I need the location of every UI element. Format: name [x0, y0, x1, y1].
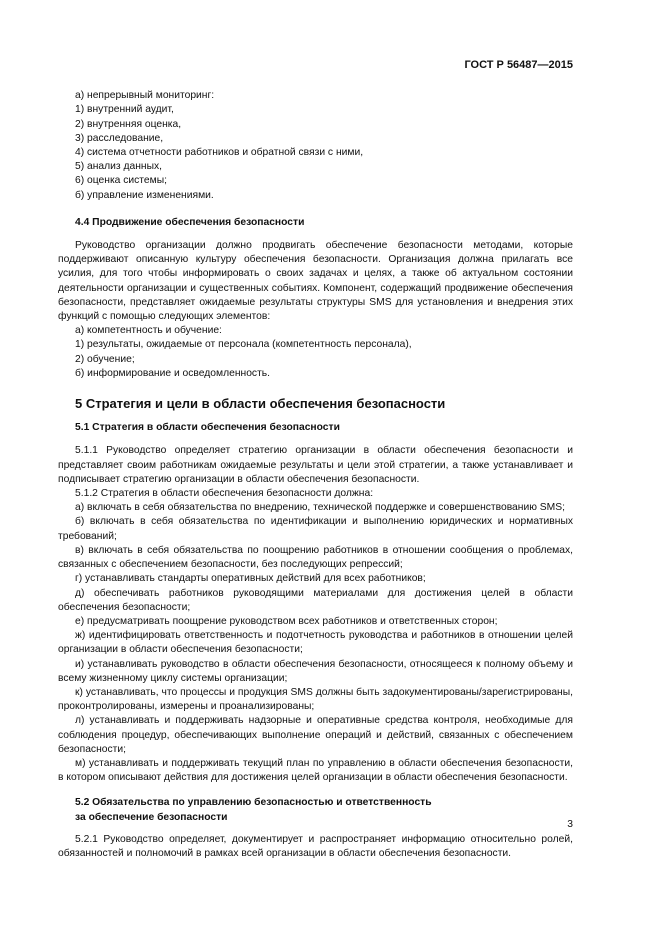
- list-item: б) включать в себя обязательства по идентификации и выполнению юридических и нормативных требований;: [58, 516, 573, 542]
- list-item: в) включать в себя обязательства по поощрению работников в отношении сообщения о проблемах, связанных с обеспечением безопасности, без последующих репрессий;: [58, 544, 573, 571]
- list-item: ж) идентифицировать ответственность и подотчетность руководства и работников в отношении целей организации в области обеспечения безопасности;: [58, 630, 573, 656]
- section-5-heading: 5 Стратегия и цели в области обеспечения безопасности: [75, 396, 446, 412]
- list-item: и) устанавливать руководство в области обеспечения безопасности, относящееся к полному объему и всему жизненному циклу системы организации;: [58, 658, 573, 684]
- list-item: 6) оценка системы;: [75, 175, 167, 187]
- section-5-2-heading: [58, 796, 573, 824]
- list-item: м) устанавливать и поддерживать текущий план по управлению в области обеспечения безопасности, в котором описывают действия для достижения целей организации в области обеспечения безопасности.: [58, 757, 573, 784]
- monitoring-list: [58, 89, 573, 203]
- list-item: а) компетентность и обучение:: [75, 325, 222, 337]
- list-item: б) информирование и осведомленность.: [75, 367, 271, 379]
- list-item: 2) обучение;: [75, 353, 135, 365]
- list-item: д) обеспечивать работников руководящими материалами для достижения целей в области обеспечения безопасности;: [58, 587, 573, 613]
- section-4-4-heading: 4.4 Продвижение обеспечения безопасности: [75, 216, 305, 228]
- list-item: г) устанавливать стандарты оперативных действий для всех работников;: [75, 573, 426, 585]
- list-item: а) включать в себя обязательства по внедрению, технической поддержке и совершенствованию SMS;: [75, 502, 565, 514]
- clause-5-1-1: 5.1.1 Руководство определяет стратегию организации в области обеспечения безопасности и представляет своим работникам ожидаемые результаты и цели этой стратегии, а также устанавливает и подписывает стратегию организации в области обеспечения безопасности.: [58, 445, 573, 485]
- list-item: 4) система отчетности работников и обратной связи с ними,: [75, 147, 364, 159]
- section-5-2-heading-line2: за обеспечение безопасности: [75, 811, 228, 823]
- list-item: 2) внутренняя оценка,: [75, 118, 182, 130]
- list-item: к) устанавливать, что процессы и продукция SMS должны быть задокументированы/зарегистрированы, проконтролированы, измерены и проанализированы;: [58, 686, 573, 713]
- clause-5-1-2: 5.1.2 Стратегия в области обеспечения безопасности должна:: [75, 488, 374, 500]
- list-item: е) предусматривать поощрение руководством всех работников и ответственных сторон;: [75, 615, 498, 627]
- list-item: 5) анализ данных,: [75, 161, 163, 173]
- list-item: а) непрерывный мониторинг:: [75, 90, 215, 102]
- list-item: 1) внутренний аудит,: [75, 104, 174, 116]
- list-item: л) устанавливать и поддерживать надзорные и оперативные средства контроля, необходимые для соблюдения процедур, обеспечивающих выполнение операций и действий, связанных с обеспечением безопасности;: [58, 715, 573, 755]
- section-5-2-heading-line1: 5.2 Обязательства по управлению безопасностью и ответственность: [75, 797, 432, 809]
- section-5-1-heading: 5.1 Стратегия в области обеспечения безопасности: [75, 422, 340, 434]
- clause-5-2-1: 5.2.1 Руководство определяет, документирует и распространяет информацию относительно ролей, обязанностей и полномочий в рамках всей организации в области обеспечения безопасности.: [58, 833, 573, 859]
- list-item: 1) результаты, ожидаемые от персонала (компетентность персонала),: [75, 339, 412, 351]
- standard-designation: ГОСТ Р 56487—2015: [464, 59, 573, 71]
- section-4-4-body: Руководство организации должно продвигать обеспечение безопасности методами, которые поддерживают описанную культуру обеспечения безопасности. Организация должна прилагать все усилия, для того чтобы информировать о своих задачах и целях, а также об актуальном состоянии деятельности организации и существенных событиях. Компонент, содержащий продвижение обеспечения безопасности, представляет ожидаемые результаты структуры SMS для установления и внедрения этих функций с помощью следующих элементов:: [58, 240, 573, 323]
- page-number: 3: [567, 819, 573, 830]
- list-item: 3) расследование,: [75, 132, 164, 144]
- list-item: б) управление изменениями.: [75, 189, 214, 201]
